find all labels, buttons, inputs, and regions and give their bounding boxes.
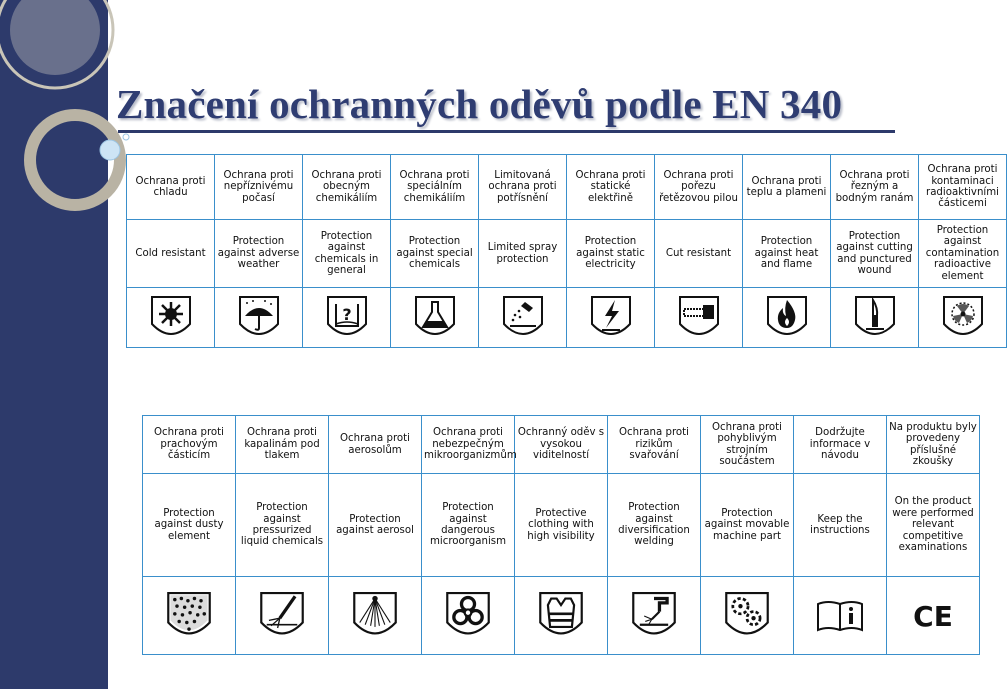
czech-label: Ochranný oděv s vysokou viditelností bbox=[515, 416, 608, 474]
czech-label: Ochrana proti rizikům svařování bbox=[608, 416, 701, 474]
czech-label: Limitovaná ochrana proti potřísnění bbox=[479, 155, 567, 220]
english-label: On the product were performed relevant competitive examinations bbox=[887, 474, 980, 577]
page-title: Značení ochranných oděvů podle EN 340 bbox=[116, 81, 843, 127]
english-label: Protection against adverse weather bbox=[215, 220, 303, 288]
czech-label: Ochrana proti nebezpečným mikroorganizmům bbox=[422, 416, 515, 474]
aerosol-icon bbox=[351, 589, 399, 643]
spray-icon bbox=[501, 294, 545, 342]
pressurized-liquid-icon bbox=[258, 589, 306, 643]
czech-label: Ochrana proti teplu a plameni bbox=[743, 155, 831, 220]
english-row bbox=[127, 220, 1007, 288]
czech-label: Ochrana proti statické elektřině bbox=[567, 155, 655, 220]
english-label: Keep the instructions bbox=[794, 474, 887, 577]
symbols-table-top bbox=[126, 154, 1007, 348]
svg-text:?: ? bbox=[341, 304, 352, 324]
czech-label: Ochrana proti obecným chemikáliím bbox=[303, 155, 391, 220]
czech-label: Dodržujte informace v návodu bbox=[794, 416, 887, 474]
czech-label: Ochrana proti kontaminaci radioaktivními částicemi bbox=[919, 155, 1007, 220]
english-label: Protection against aerosol bbox=[329, 474, 422, 577]
english-label: Protective clothing with high visibility bbox=[515, 474, 608, 577]
icon-row bbox=[143, 577, 980, 655]
radioactive-particles-icon bbox=[941, 294, 985, 342]
czech-label: Ochrana proti pořezu řetězovou pilou bbox=[655, 155, 743, 220]
czech-label: Ochrana proti nepříznivému počasí bbox=[215, 155, 303, 220]
english-label: Protection against special chemicals bbox=[391, 220, 479, 288]
svg-text:CE: CE bbox=[913, 599, 953, 633]
czech-label: Ochrana proti kapalinám pod tlakem bbox=[236, 416, 329, 474]
english-label: Protection against diversification welding bbox=[608, 474, 701, 577]
czech-row bbox=[127, 155, 1007, 220]
czech-label: Ochrana proti řezným a bodným ranám bbox=[831, 155, 919, 220]
chainsaw-icon bbox=[677, 294, 721, 342]
czech-label: Ochrana proti speciálním chemikáliím bbox=[391, 155, 479, 220]
english-label: Cut resistant bbox=[655, 220, 743, 288]
english-label: Protection against cutting and punctured wound bbox=[831, 220, 919, 288]
english-label: Protection against chemicals in general bbox=[303, 220, 391, 288]
english-label: Protection against static electricity bbox=[567, 220, 655, 288]
czech-label: Na produktu byly provedeny příslušné zkoušky bbox=[887, 416, 980, 474]
english-label: Protection against movable machine part bbox=[701, 474, 794, 577]
english-label: Protection against heat and flame bbox=[743, 220, 831, 288]
title-underline bbox=[118, 130, 895, 133]
english-label: Limited spray protection bbox=[479, 220, 567, 288]
english-label: Protection against contamination radioactive element bbox=[919, 220, 1007, 288]
flask-icon bbox=[413, 294, 457, 342]
gears-icon bbox=[723, 589, 771, 643]
knife-icon bbox=[853, 294, 897, 342]
english-label: Protection against pressurized liquid chemicals bbox=[236, 474, 329, 577]
welding-icon bbox=[630, 589, 678, 643]
english-row bbox=[143, 474, 980, 577]
high-visibility-vest-icon bbox=[537, 589, 585, 643]
biohazard-icon bbox=[444, 589, 492, 643]
icon-row bbox=[127, 288, 1007, 348]
symbols-table-bottom bbox=[142, 415, 980, 655]
czech-label: Ochrana proti aerosolům bbox=[329, 416, 422, 474]
flame-icon bbox=[765, 294, 809, 342]
instructions-book-icon bbox=[814, 592, 866, 640]
czech-row bbox=[143, 416, 980, 474]
english-label: Protection against dusty element bbox=[143, 474, 236, 577]
umbrella-icon bbox=[237, 294, 281, 342]
czech-label: Ochrana proti prachovým částicím bbox=[143, 416, 236, 474]
dust-particles-icon bbox=[165, 589, 213, 643]
english-label: Protection against dangerous microorganism bbox=[422, 474, 515, 577]
static-electricity-icon bbox=[589, 294, 633, 342]
czech-label: Ochrana proti pohyblivým strojním součástem bbox=[701, 416, 794, 474]
general-chemicals-icon bbox=[325, 294, 369, 342]
english-label: Cold resistant bbox=[127, 220, 215, 288]
ce-mark-icon bbox=[908, 596, 958, 636]
czech-label: Ochrana proti chladu bbox=[127, 155, 215, 220]
snowflake-sun-icon bbox=[149, 294, 193, 342]
